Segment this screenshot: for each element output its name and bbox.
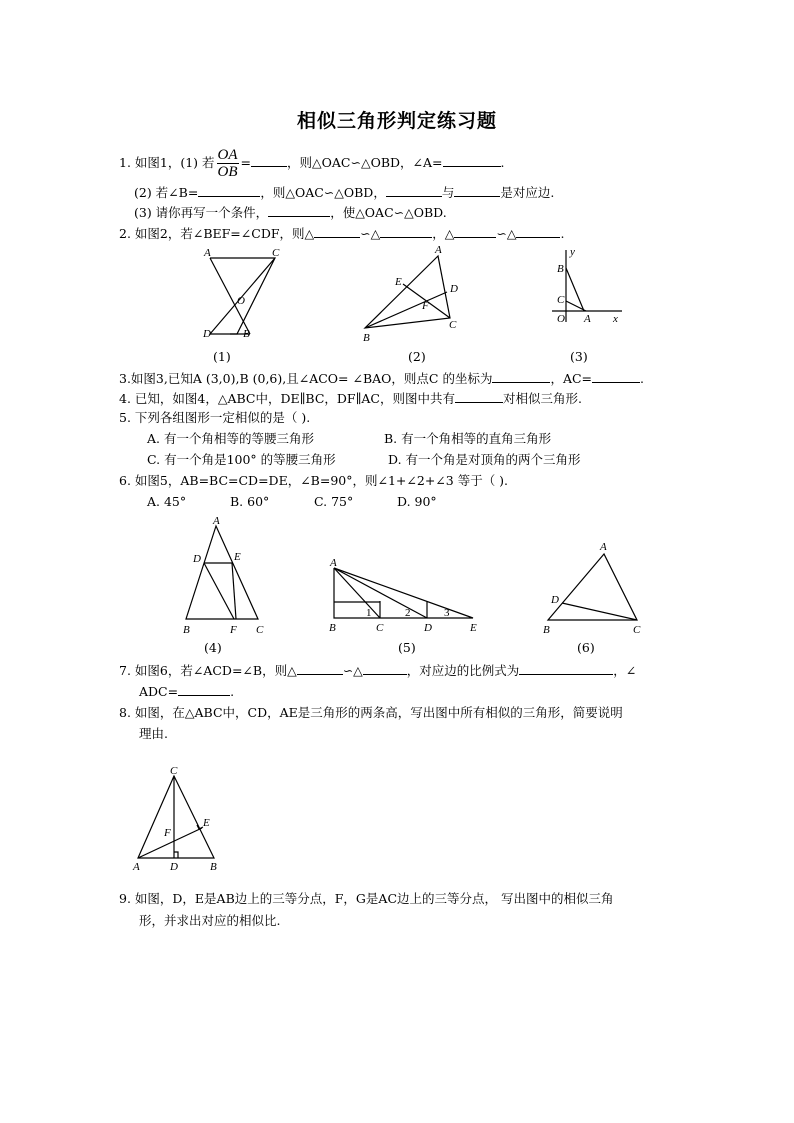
label-a: A — [584, 313, 591, 325]
q5-option-d[interactable]: D. 有一个角是对顶角的两个三角形 — [388, 452, 581, 467]
label-a: A — [435, 244, 442, 256]
label-e: E — [203, 817, 210, 829]
figure-6 — [538, 540, 648, 635]
blank-q2-4[interactable] — [516, 225, 560, 238]
figure-3 — [550, 246, 630, 326]
blank-q2-2[interactable] — [380, 225, 432, 238]
blank-q1-5[interactable] — [454, 184, 500, 197]
figure-2 — [355, 242, 465, 347]
q9-line1: 9. 如图，D，E是AB边上的三等分点，F，G是AC边上的三等分点， 写出图中的相似三角 — [119, 891, 614, 906]
q5-option-c[interactable]: C. 有一个角是100° 的等腰三角形 — [147, 452, 336, 467]
blank-q3-2[interactable] — [592, 370, 640, 383]
label-b: B — [363, 332, 370, 344]
caption-2: (2) — [408, 349, 426, 364]
q8-line2: 理由. — [139, 726, 168, 741]
label-c: C — [633, 624, 641, 636]
q7-line2: ADC= . — [139, 684, 235, 699]
caption-6: (6) — [577, 640, 595, 655]
label-c: C — [449, 319, 457, 331]
blank-q4-1[interactable] — [455, 390, 503, 403]
label-d: D — [193, 553, 201, 565]
caption-4: (4) — [204, 640, 222, 655]
blank-q2-3[interactable] — [454, 225, 496, 238]
label-f: F — [422, 300, 429, 312]
label-a: A — [133, 861, 140, 873]
blank-q1-3[interactable] — [198, 184, 260, 197]
label-c: C — [272, 247, 280, 259]
blank-q7-2[interactable] — [363, 662, 407, 675]
figure-8 — [130, 764, 230, 874]
label-a: A — [600, 541, 607, 553]
blank-q1-1[interactable] — [251, 154, 287, 167]
fraction-oa-ob: $\frac{OA}{OB}$ — [217, 147, 238, 180]
label-d: D — [424, 622, 432, 634]
caption-1: (1) — [213, 349, 231, 364]
q3-line: 3.如图3,已知A (3,0),B (0,6),且∠ACO= ∠BAO，则点C 的坐标为 ，AC= . — [119, 371, 645, 386]
label-angle-1: 1 — [366, 607, 372, 619]
label-b: B — [543, 624, 550, 636]
label-d: D — [551, 594, 559, 606]
label-angle-2: 2 — [405, 607, 411, 619]
q1-line1: 1. 如图1，(1) 若 $\frac{OA}{OB}$ = ，则△OAC∽△OBD，∠A= . — [119, 147, 505, 180]
q2-line: 2. 如图2，若∠BEF=∠CDF，则△ ∽△ ，△ ∽△ . — [119, 226, 565, 241]
figure-4 — [178, 514, 273, 639]
page-title: 相似三角形判定练习题 — [296, 110, 497, 132]
blank-q7-3[interactable] — [519, 662, 613, 675]
figure-5 — [326, 556, 486, 636]
label-b: B — [243, 328, 250, 340]
label-angle-3: 3 — [444, 607, 450, 619]
label-a: A — [213, 515, 220, 527]
label-b: B — [210, 861, 217, 873]
q6-stem: 6. 如图5，AB=BC=CD=DE，∠B=90°，则∠1+∠2+∠3 等于（ ). — [119, 473, 509, 488]
label-e: E — [234, 551, 241, 563]
label-b: B — [183, 624, 190, 636]
label-c: C — [557, 294, 565, 306]
blank-q7-4[interactable] — [178, 683, 230, 696]
blank-q1-6[interactable] — [268, 204, 330, 217]
figure-1 — [200, 246, 290, 346]
q5-option-b[interactable]: B. 有一个角相等的直角三角形 — [384, 431, 552, 446]
q9-line2: 形，并求出对应的相似比. — [139, 913, 281, 928]
label-o: O — [237, 295, 245, 307]
label-d: D — [450, 283, 458, 295]
blank-q1-4[interactable] — [386, 184, 442, 197]
label-f: F — [164, 827, 171, 839]
label-f: F — [230, 624, 237, 636]
label-c: C — [376, 622, 384, 634]
label-e: E — [470, 622, 477, 634]
blank-q1-2[interactable] — [443, 154, 501, 167]
q6-option-c[interactable]: C. 75° — [314, 494, 354, 509]
q8-line1: 8. 如图，在△ABC中，CD，AE是三角形的两条高，写出图中所有相似的三角形，简要说明 — [119, 705, 623, 720]
q7-line1: 7. 如图6，若∠ACD=∠B，则△ ∽△ ，对应边的比例式为 ，∠ — [119, 663, 637, 678]
q6-option-b[interactable]: B. 60° — [230, 494, 270, 509]
label-o: O — [557, 313, 565, 325]
caption-3: (3) — [570, 349, 588, 364]
label-a: A — [330, 557, 337, 569]
label-x: x — [613, 313, 618, 325]
label-c: C — [256, 624, 264, 636]
label-a: A — [204, 247, 211, 259]
q5-option-a[interactable]: A. 有一个角相等的等腰三角形 — [147, 431, 314, 446]
q5-stem: 5. 下列各组图形一定相似的是（ ). — [119, 410, 311, 425]
q6-option-d[interactable]: D. 90° — [397, 494, 437, 509]
label-y: y — [570, 246, 575, 258]
label-d: D — [203, 328, 211, 340]
q1-line2: (2) 若∠B= ，则△OAC∽△OBD， 与 是对应边. — [134, 185, 555, 200]
label-d: D — [170, 861, 178, 873]
caption-5: (5) — [398, 640, 416, 655]
label-c: C — [170, 765, 178, 777]
label-e: E — [395, 276, 402, 288]
q4-line: 4. 已知，如图4，△ABC中，DE∥BC，DF∥AC，则图中共有 对相似三角形. — [119, 391, 582, 406]
blank-q3-1[interactable] — [492, 370, 550, 383]
blank-q2-1[interactable] — [314, 225, 360, 238]
label-b: B — [329, 622, 336, 634]
blank-q7-1[interactable] — [297, 662, 343, 675]
label-b: B — [557, 263, 564, 275]
q1-line3: (3) 请你再写一个条件， ，使△OAC∽△OBD. — [134, 205, 447, 220]
q6-option-a[interactable]: A. 45° — [147, 494, 187, 509]
